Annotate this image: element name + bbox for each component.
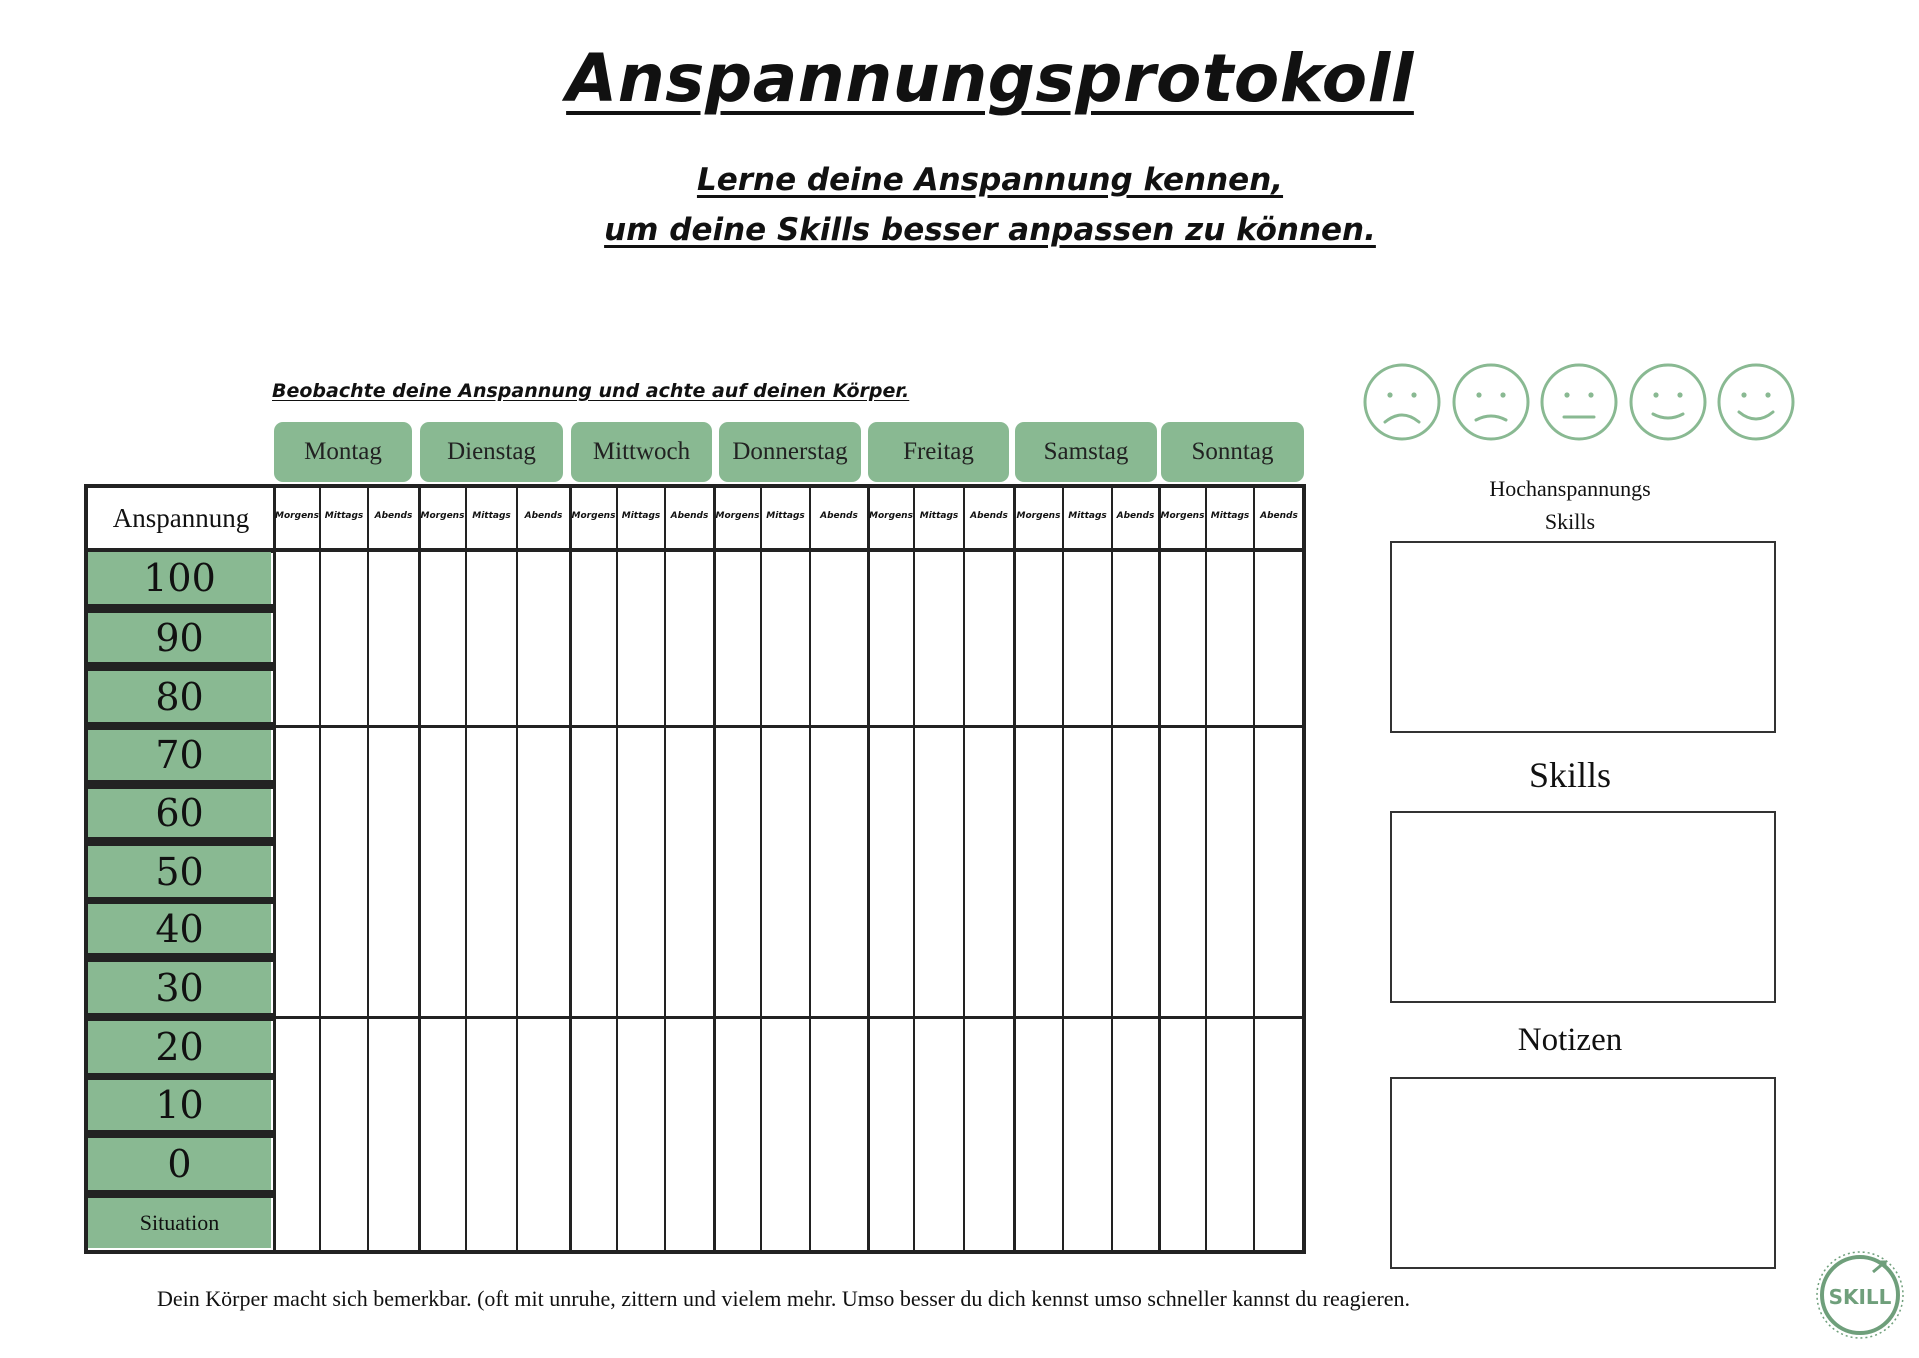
tension-level-70: 70 [88, 730, 271, 780]
time-slot-mittags: Mittags [472, 511, 511, 521]
footer-note: Dein Körper macht sich bemerkbar. (oft mit unruhe, zittern und vielem mehr. Umso besser du dich kennst umso schneller kannst du reagieren. [157, 1286, 1411, 1311]
grid-column-divider [616, 488, 618, 1250]
tension-level-10: 10 [88, 1080, 271, 1130]
time-slot-morgens: Morgens [869, 511, 913, 521]
neutral-face-icon [1539, 362, 1619, 442]
time-slot-morgens: Morgens [1016, 511, 1061, 521]
notes-label: Notizen [1517, 1022, 1623, 1058]
day-header-samstag: Samstag [1015, 422, 1157, 482]
grid-column-divider [1013, 488, 1016, 1250]
high-tension-label-line-2: Skills [1544, 509, 1596, 534]
time-slot-abends: Abends [970, 511, 1008, 521]
tension-level-20: 20 [88, 1021, 271, 1073]
instruction-text: Beobachte deine Anspannung und achte auf deinen Körper. [272, 380, 910, 402]
time-slot-mittags: Mittags [919, 511, 959, 521]
grid-column-divider [713, 488, 716, 1250]
time-slot-abends: Abends [670, 511, 709, 521]
grid-column-divider [1205, 488, 1207, 1250]
time-slot-abends: Abends [1260, 511, 1298, 521]
slight-smile-face-icon [1628, 362, 1708, 442]
level-separator [88, 953, 274, 962]
skills-label: Skills [1528, 755, 1612, 795]
grid-column-divider [465, 488, 467, 1250]
tension-level-60: 60 [88, 789, 271, 837]
grid-column-divider [569, 488, 572, 1250]
grid-row-divider [274, 548, 1304, 552]
tension-level-30: 30 [88, 962, 271, 1013]
day-header-dienstag: Dienstag [420, 422, 563, 482]
level-separator [88, 1013, 274, 1021]
time-slot-morgens: Morgens [1160, 511, 1205, 521]
day-header-freitag: Freitag [868, 422, 1009, 482]
grid-column-divider [1303, 488, 1306, 1250]
high-tension-skills-box[interactable] [1390, 541, 1776, 733]
level-separator [88, 837, 274, 846]
day-header-mittwoch: Mittwoch [571, 422, 712, 482]
level-separator [88, 1130, 274, 1138]
time-slot-mittags: Mittags [766, 511, 805, 521]
time-slot-abends: Abends [1116, 511, 1155, 521]
tension-level-100: 100 [88, 552, 271, 604]
grid-column-divider [913, 488, 915, 1250]
tension-level-90: 90 [88, 613, 271, 662]
grid-column-divider [1111, 488, 1113, 1250]
situation-row-label: Situation [88, 1198, 271, 1248]
tension-level-50: 50 [88, 846, 271, 897]
skills-box[interactable] [1390, 811, 1776, 1003]
grid-column-divider [1253, 488, 1255, 1250]
logo-text: SKILL [1828, 1285, 1892, 1309]
grid-column-divider [319, 488, 321, 1250]
grid-column-divider [1062, 488, 1064, 1250]
grid-column-divider [367, 488, 369, 1250]
level-separator [88, 1190, 274, 1198]
time-slot-mittags: Mittags [324, 511, 364, 521]
level-separator [88, 722, 274, 730]
time-slot-mittags: Mittags [621, 511, 661, 521]
time-slot-morgens: Morgens [715, 511, 760, 521]
tension-level-40: 40 [88, 904, 271, 953]
time-slot-mittags: Mittags [1210, 511, 1250, 521]
high-tension-skills-label [1380, 472, 1760, 538]
notes-box[interactable] [1390, 1077, 1776, 1269]
skill-logo [1815, 1250, 1905, 1340]
subtitle-line-1: Lerne deine Anspannung kennen, [696, 162, 1284, 198]
day-header-sonntag: Sonntag [1161, 422, 1304, 482]
grid-column-divider [516, 488, 518, 1250]
grid-column-divider [963, 488, 965, 1250]
level-separator [88, 897, 274, 904]
very-sad-face-icon [1362, 362, 1442, 442]
subtitle-line-2: um deine Skills besser anpassen zu können. [604, 212, 1376, 248]
time-slot-mittags: Mittags [1068, 511, 1107, 521]
grid-column-divider [418, 488, 421, 1250]
page-title: Anspannungsprotokoll [566, 40, 1414, 117]
time-slot-abends: Abends [524, 511, 563, 521]
time-slot-morgens: Morgens [571, 511, 616, 521]
happy-face-icon [1716, 362, 1796, 442]
time-slot-abends: Abends [374, 511, 413, 521]
day-header-montag: Montag [274, 422, 412, 482]
row-header-anspannung: Anspannung [112, 502, 250, 533]
level-separator [88, 780, 274, 789]
grid-column-divider [1158, 488, 1161, 1250]
grid-row-divider [274, 725, 1304, 728]
grid-column-divider [809, 488, 811, 1250]
tension-level-80: 80 [88, 671, 271, 722]
grid-column-divider [867, 488, 870, 1250]
grid-column-divider [760, 488, 762, 1250]
sad-face-icon [1451, 362, 1531, 442]
level-separator [88, 604, 274, 613]
high-tension-label-line-1: Hochanspannungs [1489, 476, 1651, 501]
time-slot-morgens: Morgens [275, 511, 319, 521]
grid-column-divider [664, 488, 666, 1250]
tension-level-0: 0 [88, 1138, 271, 1190]
day-header-donnerstag: Donnerstag [719, 422, 861, 482]
level-separator [88, 1073, 274, 1080]
time-slot-abends: Abends [820, 511, 858, 521]
time-slot-morgens: Morgens [420, 511, 465, 521]
grid-row-divider [274, 1016, 1304, 1019]
level-separator [88, 662, 274, 671]
